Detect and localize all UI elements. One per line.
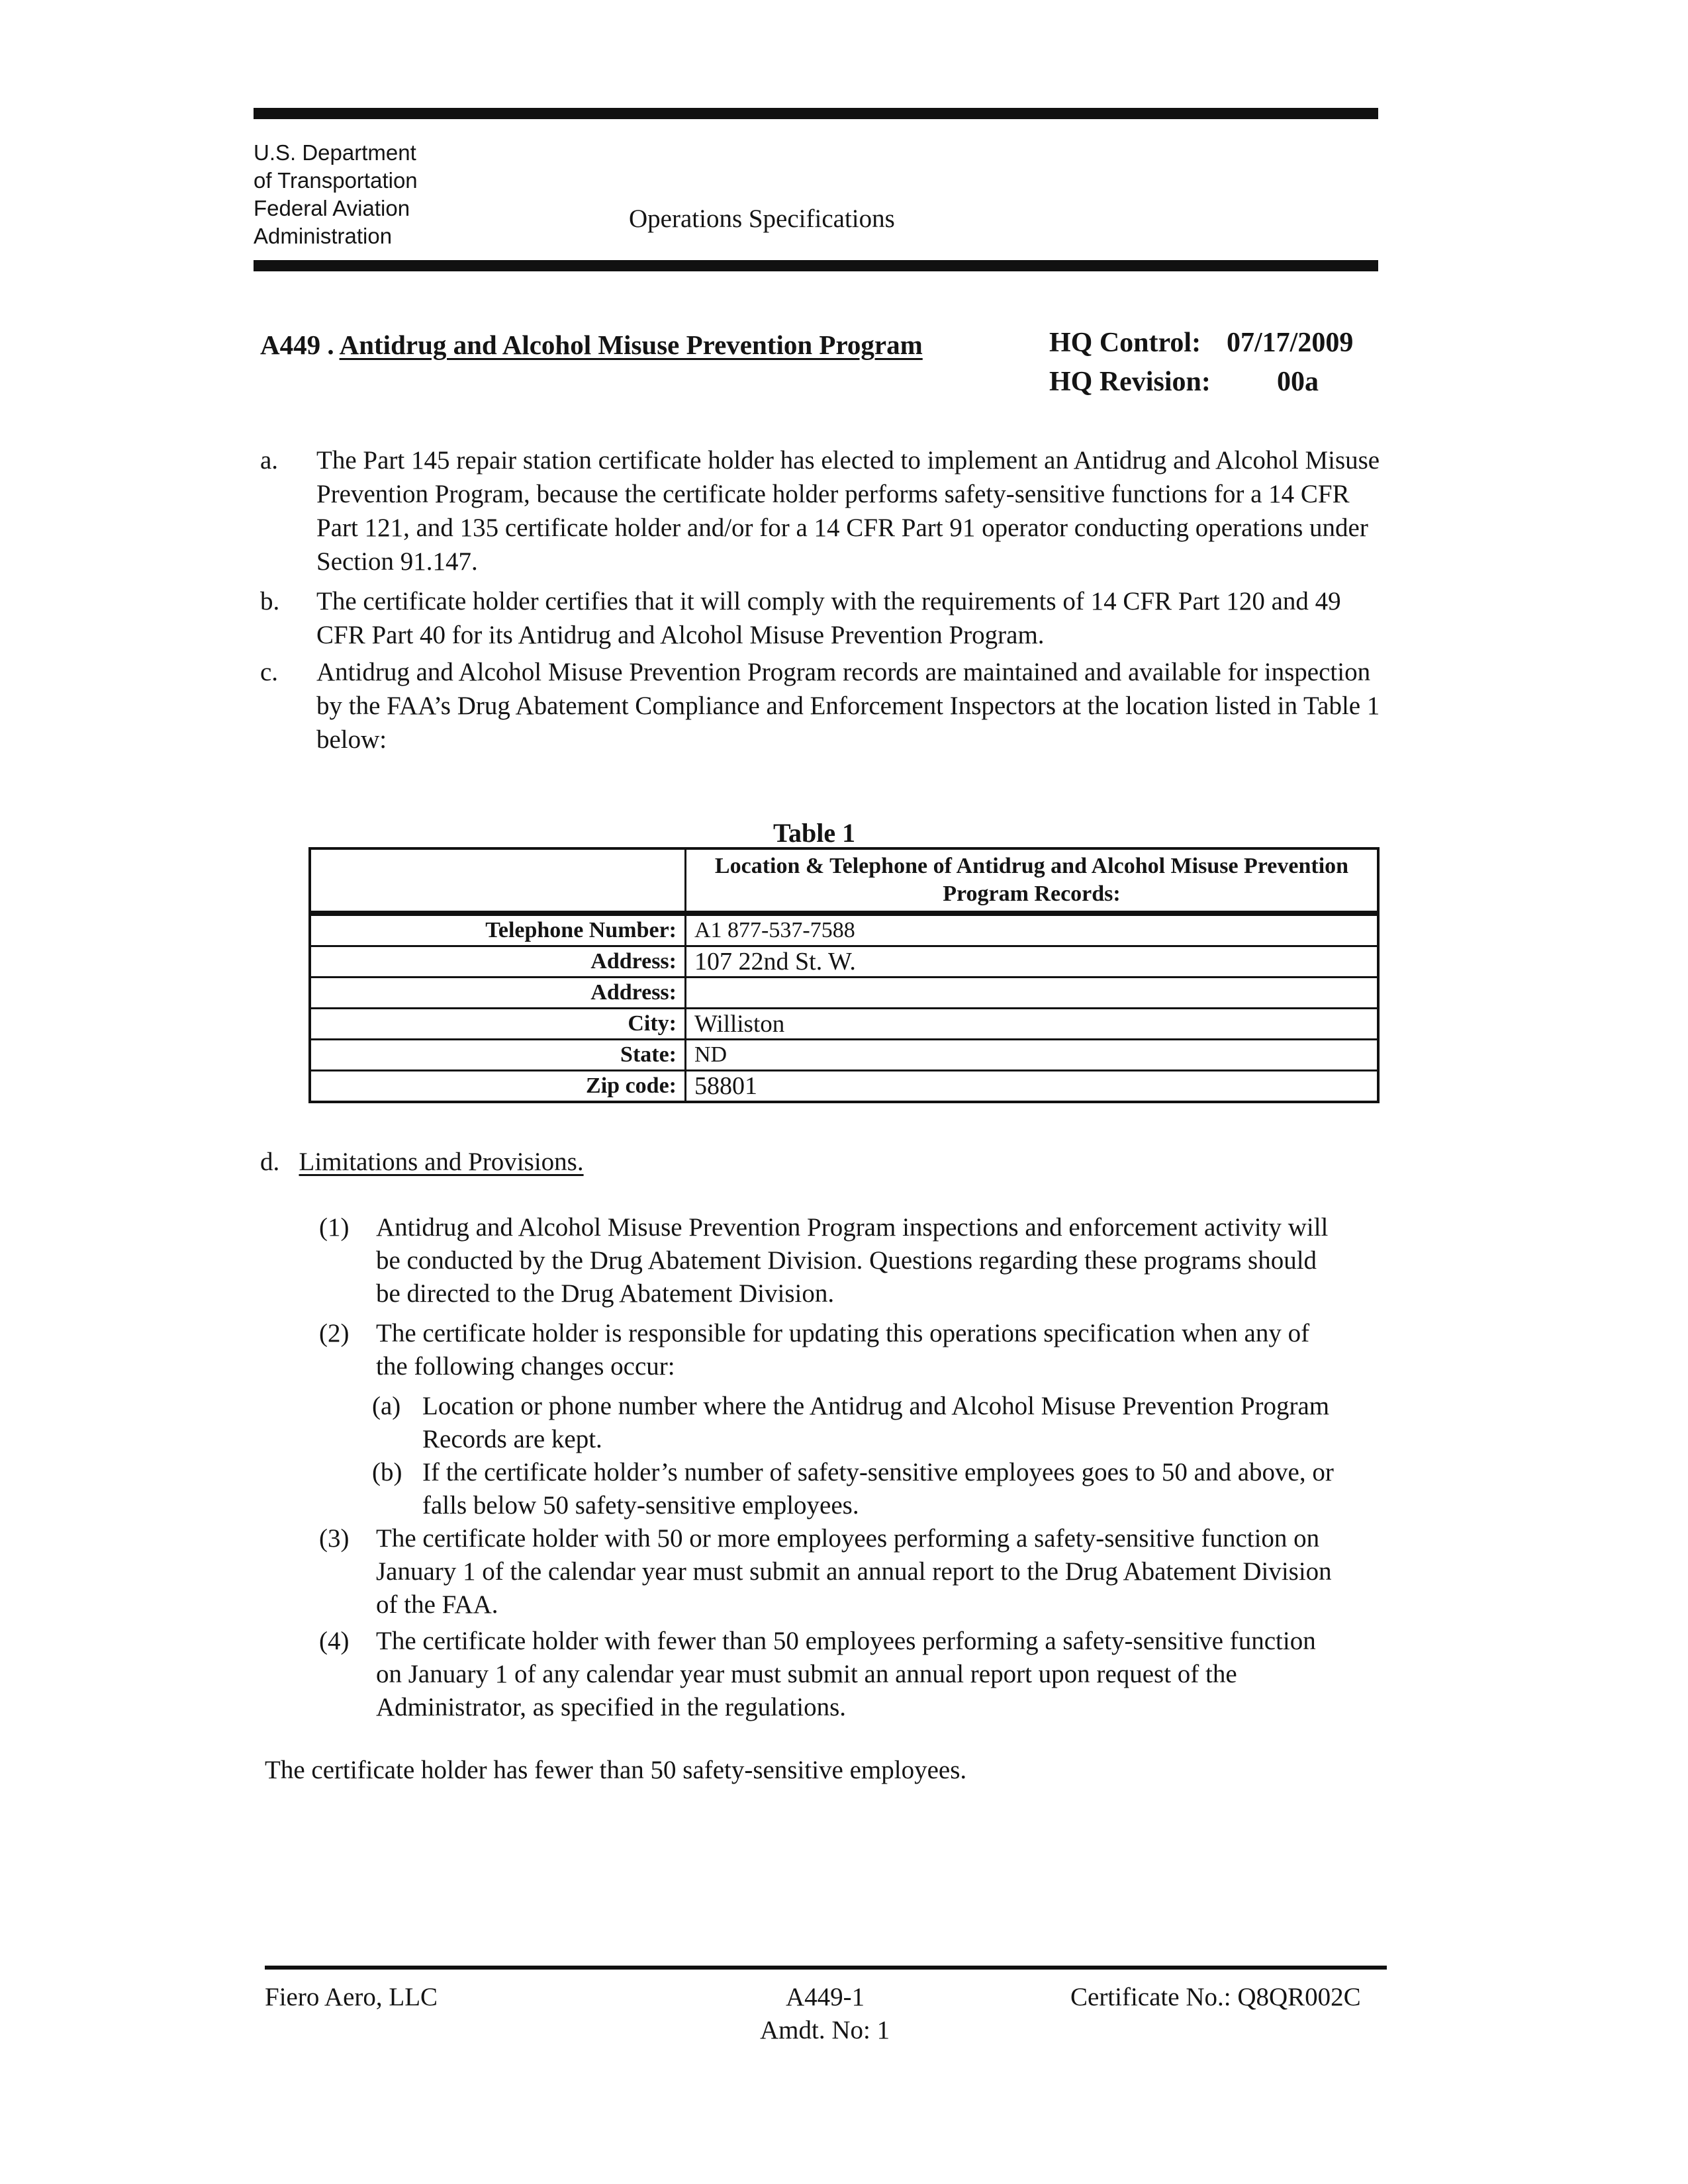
table-header-row: [310, 848, 1378, 913]
table-row: [310, 1071, 1378, 1103]
paragraph-label: a.: [260, 446, 279, 475]
footer-page-id: A449-1: [786, 1983, 865, 2011]
footer-amendment: Amdt. No: 1: [760, 2016, 890, 2044]
paragraph-label: c.: [260, 658, 279, 686]
provision-text: The certificate holder with fewer than 50 employees performing a safety-sensitive function on January 1 of any calendar year must submit an annual report upon request of the Administrator, as specified in the regulations.: [376, 1627, 1316, 1721]
footer-company: Fiero Aero, LLC: [265, 1983, 438, 2011]
paragraph-text: Antidrug and Alcohol Misuse Prevention Program records are maintained and available for inspection by the FAA’s Drug Abatement Compliance and Enforcement Inspectors at the location listed in Table 1 below:: [316, 658, 1380, 754]
table-row: [310, 913, 1378, 946]
table-value-cell: [686, 978, 1379, 1009]
provision-text: If the certificate holder’s number of safety-sensitive employees goes to 50 and above, or falls below 50 safety-sensitive employees.: [422, 1458, 1334, 1520]
provision-number: (4): [319, 1627, 350, 1655]
records-location-table: [308, 847, 1380, 1103]
hq-control-value: 07/17/2009: [1227, 328, 1354, 358]
section-title-text: Antidrug and Alcohol Misuse Prevention Program: [339, 330, 923, 360]
table-header-empty-cell: [310, 848, 686, 913]
section-title: [260, 329, 923, 361]
provision-text: Antidrug and Alcohol Misuse Prevention Program inspections and enforcement activity will be conducted by the Drug Abatement Division. Questions regarding these programs should be directed to the Drug Abatement Division.: [376, 1213, 1329, 1308]
table-value-cell: ND: [686, 1040, 1379, 1071]
paragraph-a: [260, 443, 1399, 582]
table-key-cell: Address:: [310, 978, 686, 1009]
provision-item-4: [319, 1625, 1352, 1727]
document-type: Operations Specifications: [629, 205, 895, 233]
table-row: [310, 946, 1378, 978]
footer-rule: [265, 1966, 1387, 1970]
table-key-cell: Telephone Number:: [310, 913, 686, 946]
table-value-cell: 58801: [686, 1071, 1379, 1103]
agency-line: U.S. Department: [254, 140, 416, 165]
closing-statement: The certificate holder has fewer than 50 safety-sensitive employees.: [265, 1756, 967, 1784]
provision-item-1: [319, 1211, 1352, 1314]
agency-line: Federal Aviation: [254, 196, 410, 220]
table-value-cell: A1 877-537-7588: [686, 913, 1379, 946]
table-header-cell: Location & Telephone of Antidrug and Alcohol Misuse Prevention Program Records:: [686, 848, 1379, 913]
provision-item-2: [319, 1317, 1352, 1387]
limitations-heading: [260, 1147, 584, 1177]
table-row: [310, 978, 1378, 1009]
header-bottom-rule: [254, 260, 1378, 271]
provision-number: (b): [372, 1458, 402, 1486]
table-value-cell: Williston: [686, 1009, 1379, 1040]
table-key-cell: Zip code:: [310, 1071, 686, 1103]
paragraph-c: [260, 655, 1399, 761]
hq-revision-value: 00a: [1277, 367, 1319, 397]
limitations-title: Limitations and Provisions.: [299, 1148, 584, 1176]
section-number: A449 .: [260, 330, 334, 360]
provision-number: (a): [372, 1392, 401, 1420]
paragraph-b: [260, 584, 1399, 654]
header-top-rule: [254, 108, 1378, 119]
limitations-label: d.: [260, 1148, 280, 1176]
table-key-cell: Address:: [310, 946, 686, 978]
table-row: [310, 1009, 1378, 1040]
provision-item-2a: [372, 1390, 1352, 1456]
agency-name: [254, 139, 418, 250]
paragraph-label: b.: [260, 587, 280, 615]
paragraph-text: The Part 145 repair station certificate holder has elected to implement an Antidrug and Alcohol Misuse Prevention Program, because the certificate holder performs safety-sensitive functions for a 14 CFR Part 121, and 135 certificate holder and/or for a 14 CFR Part 91 operator conducting operations under Section 91.147.: [316, 446, 1380, 576]
provision-item-3: [319, 1522, 1352, 1625]
agency-line: Administration: [254, 224, 393, 248]
provision-item-2b: [372, 1456, 1352, 1522]
table-value-cell: 107 22nd St. W.: [686, 946, 1379, 978]
table-key-cell: City:: [310, 1009, 686, 1040]
provision-text: The certificate holder with 50 or more employees performing a safety-sensitive function on January 1 of the calendar year must submit an annual report to the Drug Abatement Division of the FAA.: [376, 1524, 1332, 1619]
provision-text: The certificate holder is responsible for updating this operations specification when any of the following changes occur:: [376, 1319, 1310, 1381]
hq-control-label: HQ Control:: [1049, 328, 1201, 358]
provision-number: (3): [319, 1524, 350, 1553]
footer-certificate: Certificate No.: Q8QR002C: [1070, 1983, 1361, 2011]
table-row: [310, 1040, 1378, 1071]
paragraph-text: The certificate holder certifies that it will comply with the requirements of 14 CFR Part 120 and 49 CFR Part 40 for its Antidrug and Alcohol Misuse Prevention Program.: [316, 587, 1341, 649]
table-key-cell: State:: [310, 1040, 686, 1071]
provision-text: Location or phone number where the Antidrug and Alcohol Misuse Prevention Program Records are kept.: [422, 1392, 1330, 1453]
provision-number: (2): [319, 1319, 350, 1347]
table-title: Table 1: [773, 818, 856, 848]
hq-revision-label: HQ Revision:: [1049, 367, 1211, 397]
provision-number: (1): [319, 1213, 350, 1242]
agency-line: of Transportation: [254, 168, 418, 193]
